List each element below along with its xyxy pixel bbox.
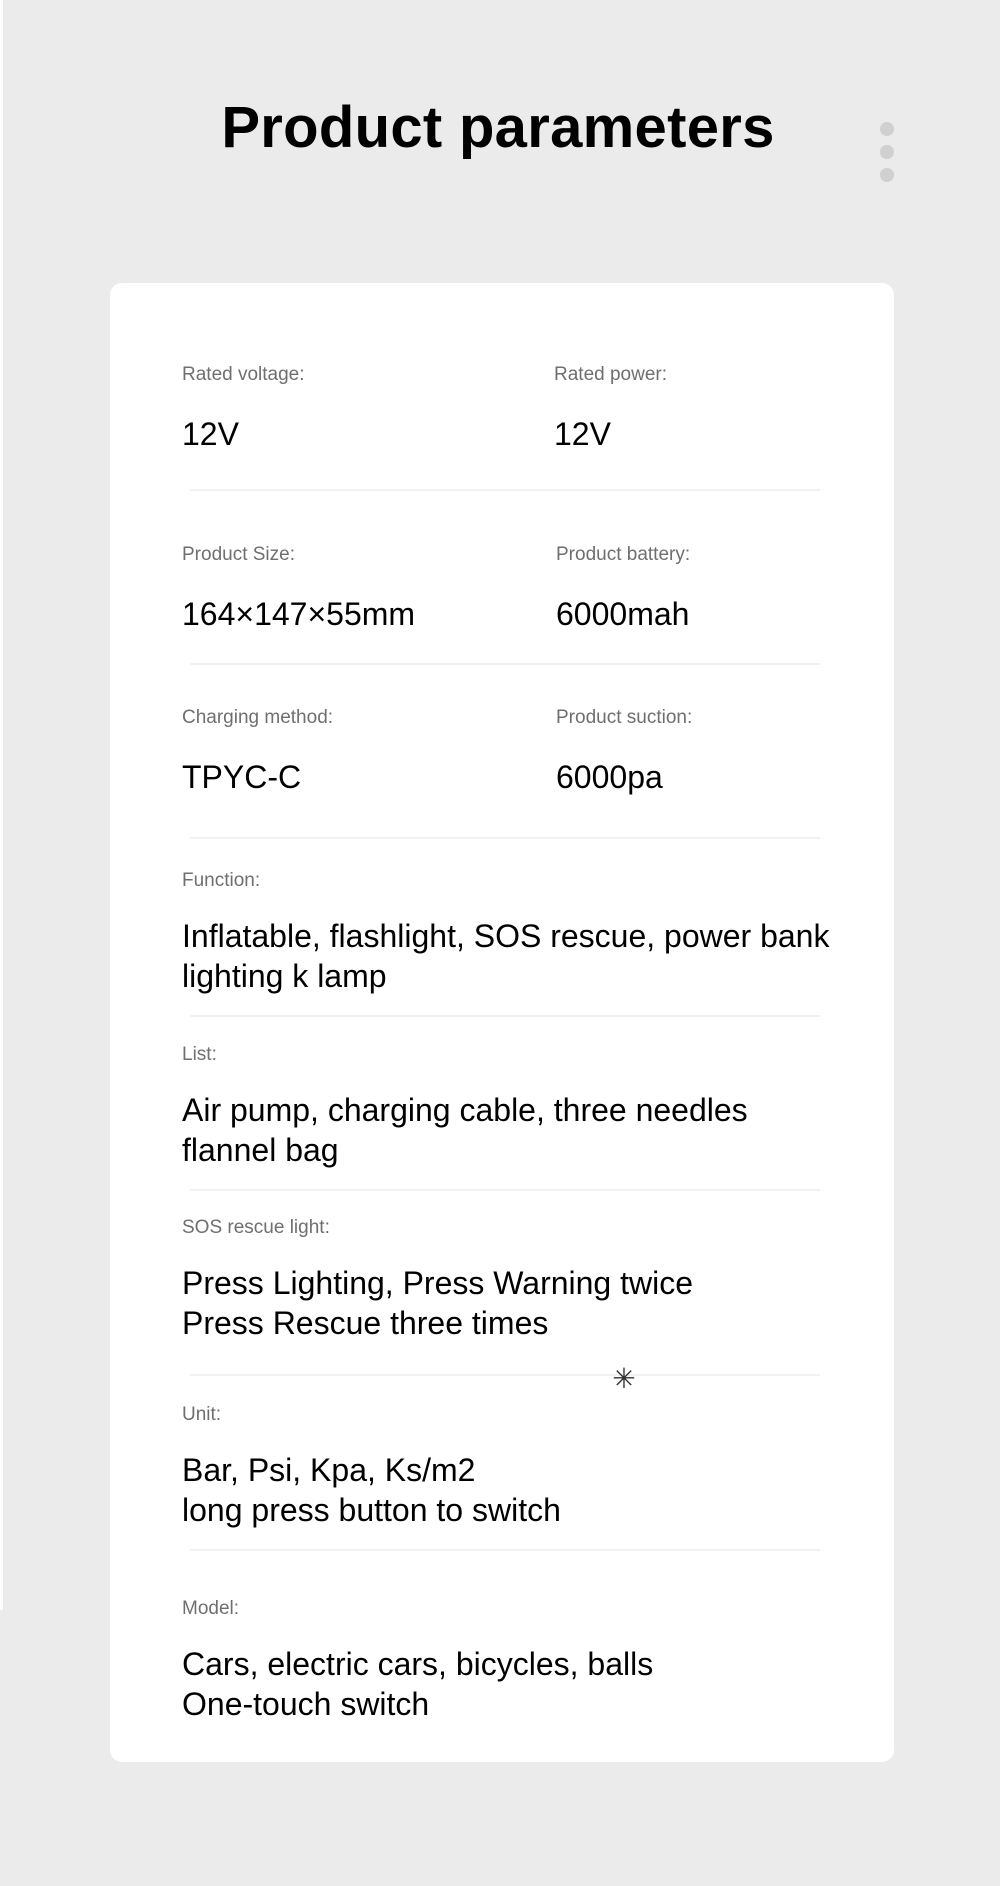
- param-charging-method: [182, 706, 333, 797]
- param-unit: [182, 1403, 561, 1530]
- param-value: 6000mah: [556, 596, 690, 632]
- row-divider: [190, 1374, 820, 1376]
- param-value: 6000pa: [556, 759, 663, 795]
- param-value-line2: One-touch switch: [182, 1686, 430, 1722]
- param-label: Unit:: [182, 1404, 222, 1425]
- param-label: List:: [182, 1044, 217, 1065]
- param-list: [182, 1043, 748, 1170]
- param-value-line1: Press Lighting, Press Warning twice: [182, 1265, 694, 1301]
- param-label: Product battery:: [556, 544, 691, 565]
- param-sos-rescue-light: [182, 1216, 693, 1343]
- param-value-line2: Press Rescue three times: [182, 1305, 549, 1341]
- row-divider: [190, 1549, 820, 1551]
- overlay-glyph-icon: ✳: [612, 1363, 636, 1394]
- param-product-suction: [556, 706, 692, 797]
- param-function: [182, 869, 829, 996]
- param-label: Rated power:: [554, 364, 668, 385]
- param-label: Function:: [182, 870, 261, 891]
- row-divider: [190, 1015, 820, 1017]
- param-value: 12V: [182, 416, 239, 452]
- left-edge-strip: [0, 0, 3, 1610]
- page-title: Product parameters: [221, 95, 775, 160]
- param-rated-voltage: [182, 363, 305, 454]
- param-value-line1: Bar, Psi, Kpa, Ks/m2: [182, 1452, 476, 1488]
- row-divider: [190, 489, 820, 491]
- row-divider: [190, 663, 820, 665]
- parameters-card: [110, 283, 894, 1762]
- param-product-battery: [556, 543, 690, 634]
- param-label: Model:: [182, 1598, 240, 1619]
- param-value-line2: long press button to switch: [182, 1492, 561, 1528]
- param-label: SOS rescue light:: [182, 1217, 330, 1238]
- param-rated-power: [554, 363, 667, 454]
- param-label: Product suction:: [556, 707, 693, 728]
- param-value: 164×147×55mm: [182, 596, 416, 632]
- param-value-line1: Air pump, charging cable, three needles: [182, 1092, 748, 1128]
- param-value: 12V: [554, 416, 611, 452]
- row-divider: [190, 1189, 820, 1191]
- param-value-line1: Inflatable, flashlight, SOS rescue, power bank: [182, 918, 830, 954]
- more-vertical-icon[interactable]: [880, 122, 894, 182]
- param-label: Charging method:: [182, 707, 334, 728]
- param-label: Rated voltage:: [182, 364, 305, 385]
- param-value-line1: Cars, electric cars, bicycles, balls: [182, 1646, 654, 1682]
- param-value-line2: lighting k lamp: [182, 958, 387, 994]
- param-value-line2: flannel bag: [182, 1132, 339, 1168]
- row-divider: [190, 837, 820, 839]
- param-model: [182, 1597, 653, 1724]
- param-value: TPYC-C: [182, 759, 302, 795]
- param-product-size: [182, 543, 415, 634]
- param-label: Product Size:: [182, 544, 295, 565]
